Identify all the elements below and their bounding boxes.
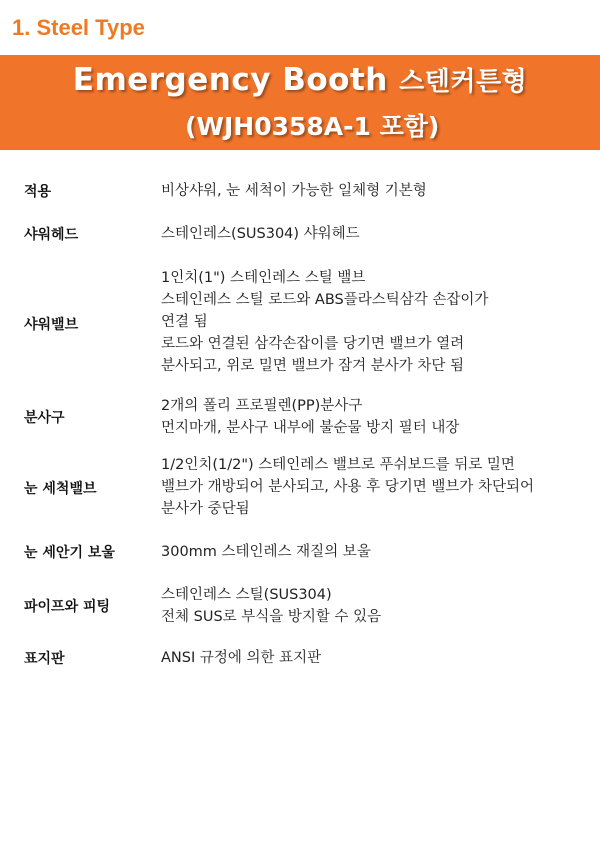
spec-label: 눈 세안기 보울	[24, 545, 115, 561]
spec-label: 분사구	[24, 410, 65, 426]
spec-line: 연결 됨	[161, 314, 208, 330]
spec-value	[161, 267, 591, 377]
banner-subtitle: (WJH0358A-1 포함)	[185, 112, 440, 141]
spec-line: 분사가 중단됨	[161, 501, 250, 517]
spec-label: 눈 세척밸브	[24, 481, 97, 497]
spec-value	[161, 180, 591, 202]
banner-title-en: Emergency Booth	[72, 62, 388, 98]
spec-line: 전체 SUS로 부식을 방지할 수 있음	[161, 609, 382, 625]
spec-line: 스테인레스 스틸 로드와 ABS플라스틱삼각 손잡이가	[161, 292, 489, 308]
spec-value	[161, 454, 591, 520]
spec-line: 로드와 연결된 삼각손잡이를 당기면 밸브가 열려	[161, 336, 465, 352]
spec-line: 300mm 스테인레스 재질의 보울	[161, 544, 371, 560]
spec-label: 적용	[24, 184, 52, 200]
spec-line: 2개의 폴리 프로필렌(PP)분사구	[161, 398, 363, 414]
spec-line: 스테인레스 스틸(SUS304)	[161, 587, 332, 603]
spec-line: 분사되고, 위로 밀면 밸브가 잠겨 분사가 차단 됨	[161, 358, 465, 374]
spec-value	[161, 584, 591, 628]
title-banner	[0, 55, 600, 150]
banner-title-kr: 스텐커튼형	[399, 67, 528, 97]
spec-line: ANSI 규정에 의한 표지판	[161, 650, 322, 666]
spec-label: 파이프와 피팅	[24, 599, 111, 615]
spec-value	[161, 395, 591, 439]
spec-value	[161, 647, 591, 669]
section-title: 1. Steel Type	[12, 15, 145, 40]
spec-label: 표지판	[24, 651, 65, 667]
spec-value	[161, 541, 591, 563]
spec-line: 먼지마개, 분사구 내부에 불순물 방지 필터 내장	[161, 420, 460, 436]
spec-value	[161, 223, 591, 245]
spec-line: 1/2인치(1/2") 스테인레스 밸브로 푸쉬보드를 뒤로 밀면	[161, 457, 515, 473]
spec-label: 샤워헤드	[24, 227, 79, 243]
spec-label: 샤워밸브	[24, 317, 79, 333]
spec-line: 밸브가 개방되어 분사되고, 사용 후 당기면 밸브가 차단되어	[161, 479, 535, 495]
spec-line: 1인치(1") 스테인레스 스틸 밸브	[161, 270, 366, 286]
spec-line: 비상샤워, 눈 세척이 가능한 일체형 기본형	[161, 183, 427, 199]
banner-title	[0, 61, 600, 98]
spec-line: 스테인레스(SUS304) 샤워헤드	[161, 226, 360, 242]
